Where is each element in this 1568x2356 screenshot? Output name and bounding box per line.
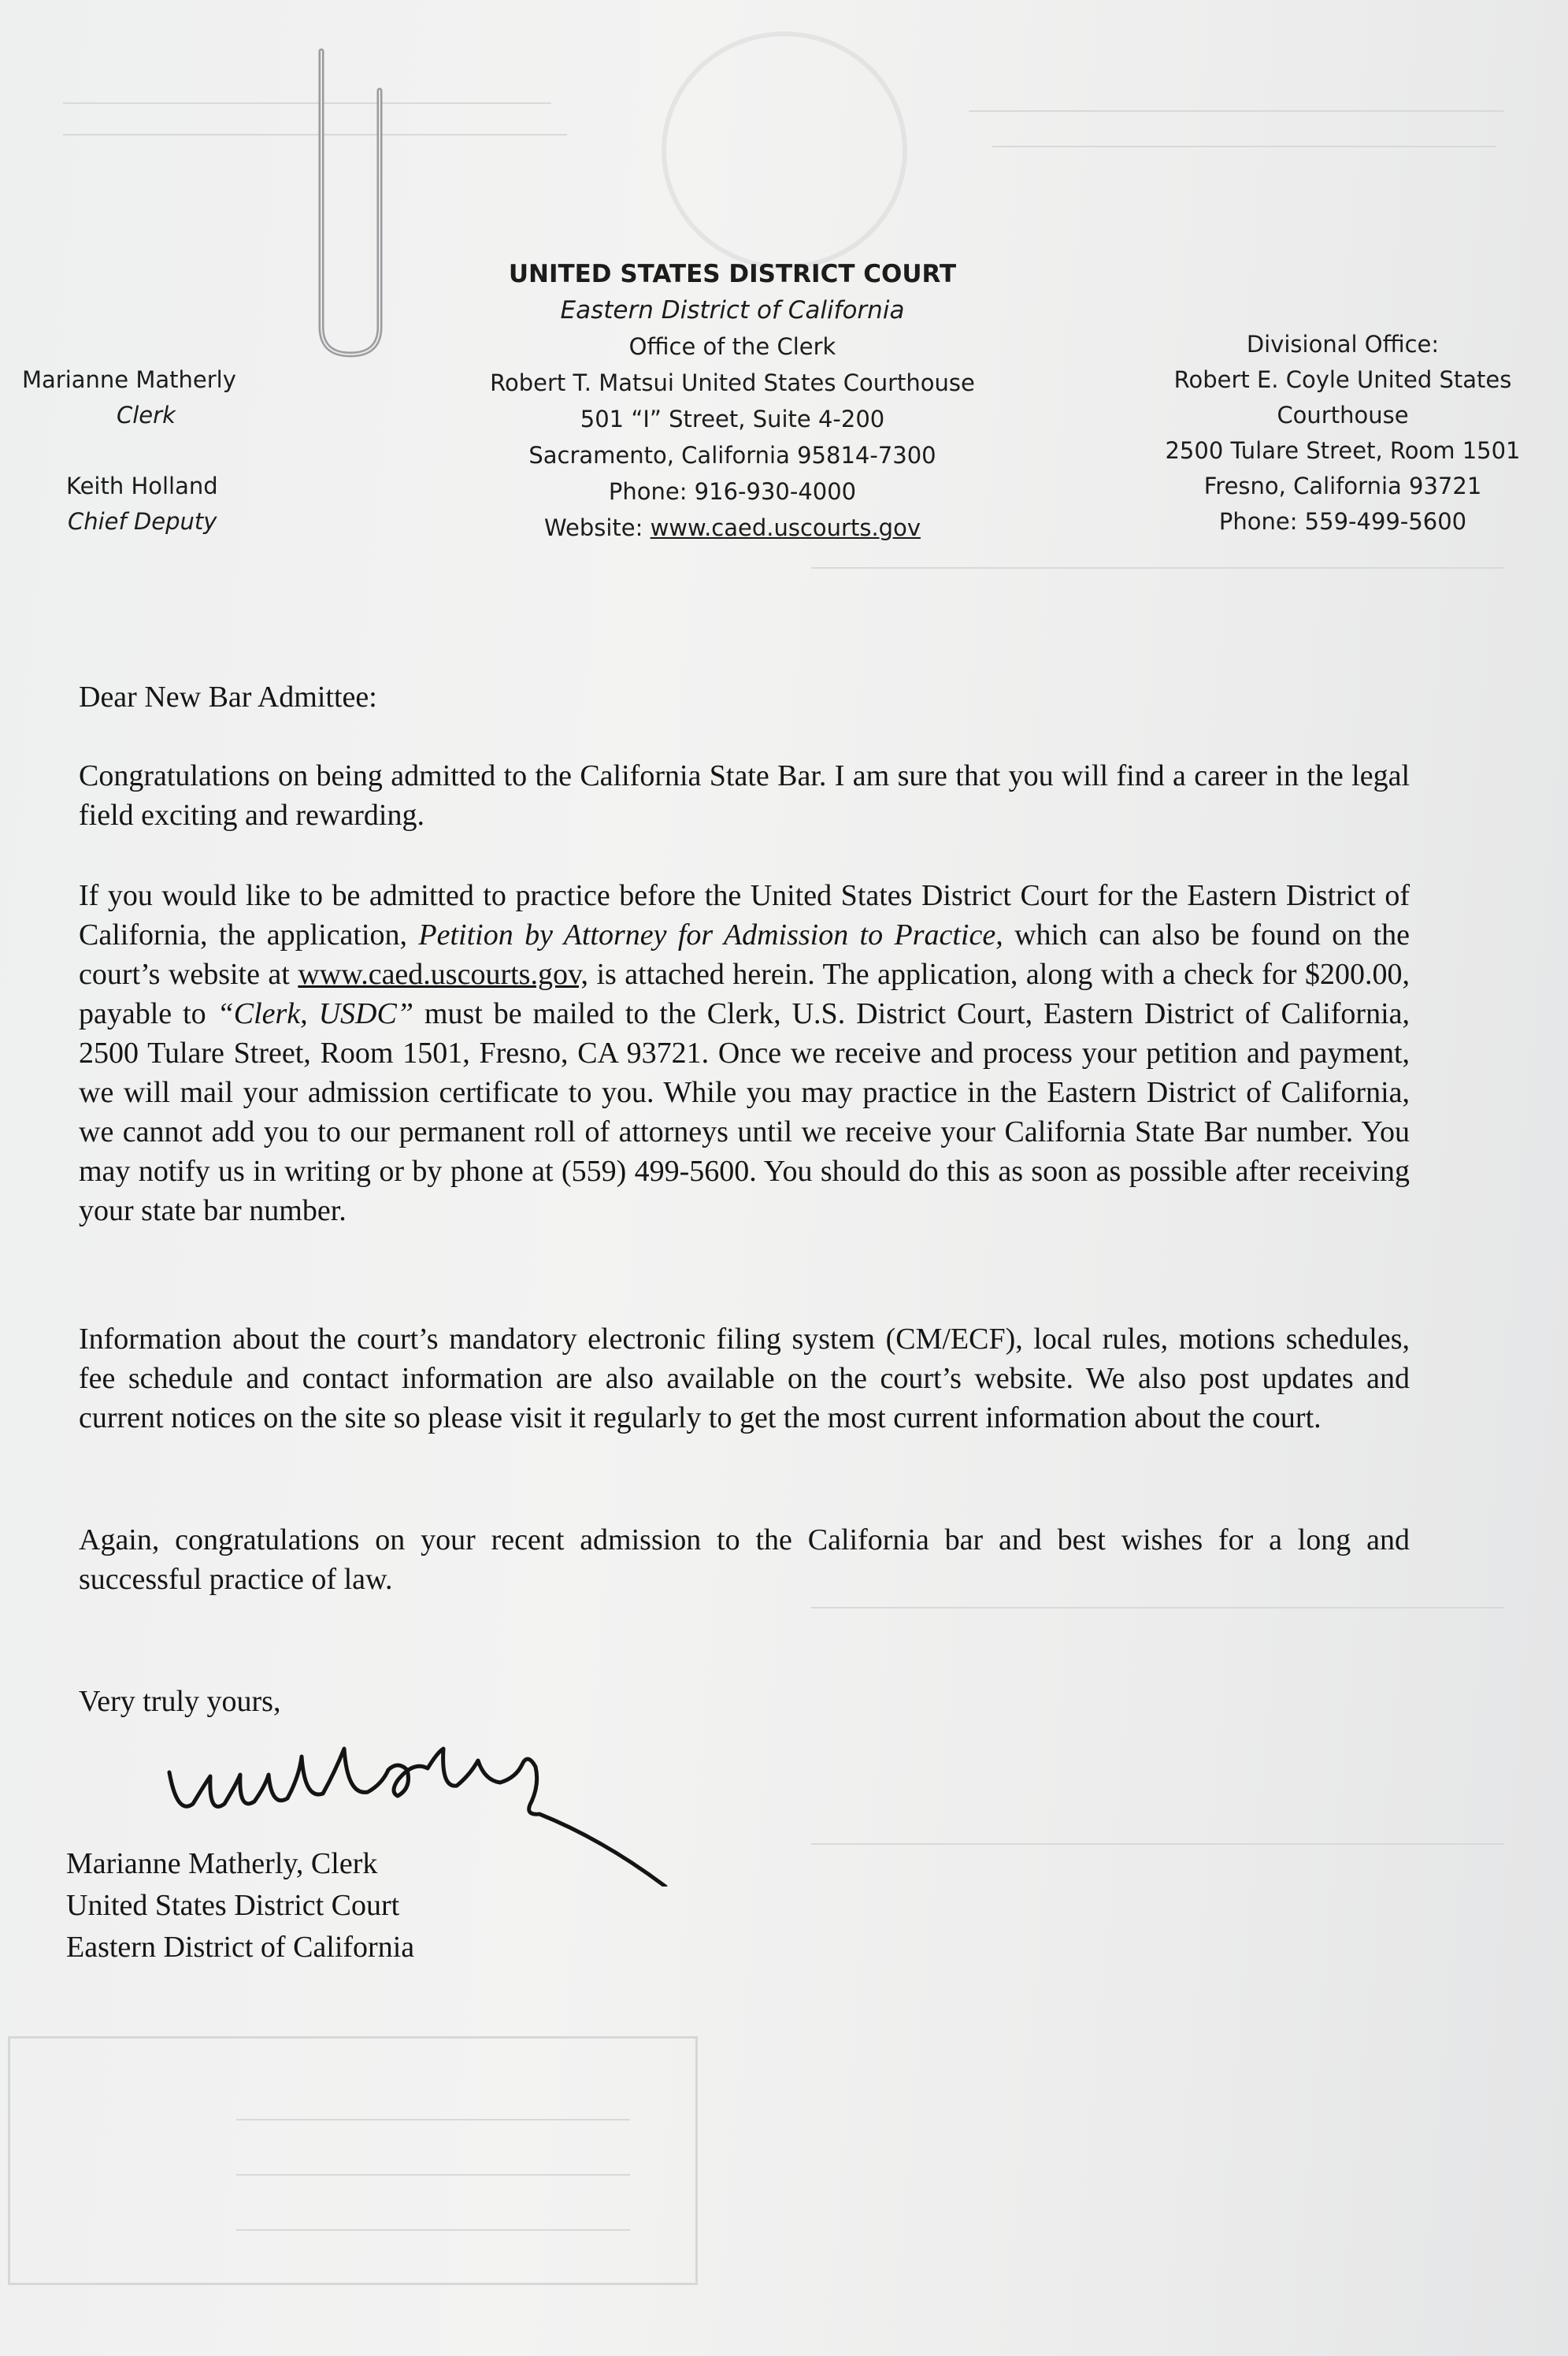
clerk-title: Clerk [117,402,176,429]
website-link[interactable]: www.caed.uscourts.gov [650,514,921,541]
ghost-line [811,1843,1504,1845]
divisional-label: Divisional Office: [1246,331,1440,358]
divisional-line1: Robert E. Coyle United States [1173,366,1512,393]
deputy-name: Keith Holland [66,473,218,499]
p2-text-c: is attached herein. The application, along with a check for $200.00, payable to [79,958,1410,1030]
officials-list [22,362,274,540]
closing-phrase: Very truly yours, [79,1685,281,1718]
paragraph-admission [79,876,1410,1230]
signer-name: Marianne Matherly, Clerk [66,1847,378,1880]
court-name: UNITED STATES DISTRICT COURT [508,260,957,288]
p2-text-b: which can also be found on the court’s website at [79,918,1410,991]
clerk-name: Marianne Matherly [22,366,236,393]
ghost-line [236,2174,630,2176]
divisional-phone: Phone: 559-499-5600 [1218,508,1467,535]
website-line [441,510,1024,546]
signer-org: United States District Court [66,1889,400,1922]
paperclip-icon [307,43,402,366]
paragraph-congrats: Congratulations on being admitted to the California State Bar. I am sure that you will find a career in the legal field exciting and rewarding. [79,759,1410,832]
salutation: Dear New Bar Admittee: [79,681,377,714]
handwritten-signature [161,1729,681,1887]
ghost-seal [662,32,907,269]
divisional-line2: Courthouse [1277,402,1409,429]
p2-text-a: If you would like to be admitted to practice before the United States District Court for the Eastern District of California, the application, [79,879,1410,952]
ghost-line [236,2119,630,2120]
divisional-street: 2500 Tulare Street, Room 1501 [1165,437,1521,464]
ghost-line [236,2229,630,2231]
website-link-body[interactable]: www.caed.uscourts.gov, [298,958,588,991]
phone-number: Phone: 916-930-4000 [608,478,857,505]
petition-title: Petition by Attorney for Admission to Practice, [418,918,1003,952]
website-label: Website: [544,514,651,541]
office-name: Office of the Clerk [628,333,836,360]
ghost-form-box [8,2036,698,2285]
ghost-line [811,567,1504,569]
letterhead [441,256,1024,546]
paragraph-information: Information about the court’s mandatory electronic filing system (CM/ECF), local rules, motions schedules, fee schedule and contact information are also available on the court’s website. We also post updates and current notices on the site so please visit it regularly to get the most current information about the court. [79,1323,1410,1434]
divisional-office [1134,327,1551,540]
ghost-line [969,110,1504,112]
street-address: 501 “I” Street, Suite 4-200 [580,406,885,432]
p2-text-d: must be mailed to the Clerk, U.S. District Court, Eastern District of California, 2500 Tulare Street, Room 1501, Fresno, CA 93721. Once we receive and process your petition and payment, we will mail your admission certificate to you. While you may practice in the Eastern District of California, we cannot add you to our permanent roll of attorneys until we receive your California State Bar number. You may notify us in writing or by phone at (559) 499-5600. You should do this as soon as possible after receiving your state bar number. [79,997,1410,1227]
district-name: Eastern District of California [560,296,905,325]
courthouse-name: Robert T. Matsui United States Courthouse [490,369,975,396]
ghost-line [992,146,1496,147]
payee-name: “Clerk, USDC” [217,997,413,1030]
divisional-city: Fresno, California 93721 [1203,473,1482,499]
deputy-title: Chief Deputy [68,508,217,535]
ghost-line [811,1607,1504,1608]
signer-district: Eastern District of California [66,1931,415,1964]
city-address: Sacramento, California 95814-7300 [528,442,936,469]
paragraph-closing: Again, congratulations on your recent admission to the California bar and best wishes for a long and successful practice of law. [79,1523,1410,1596]
